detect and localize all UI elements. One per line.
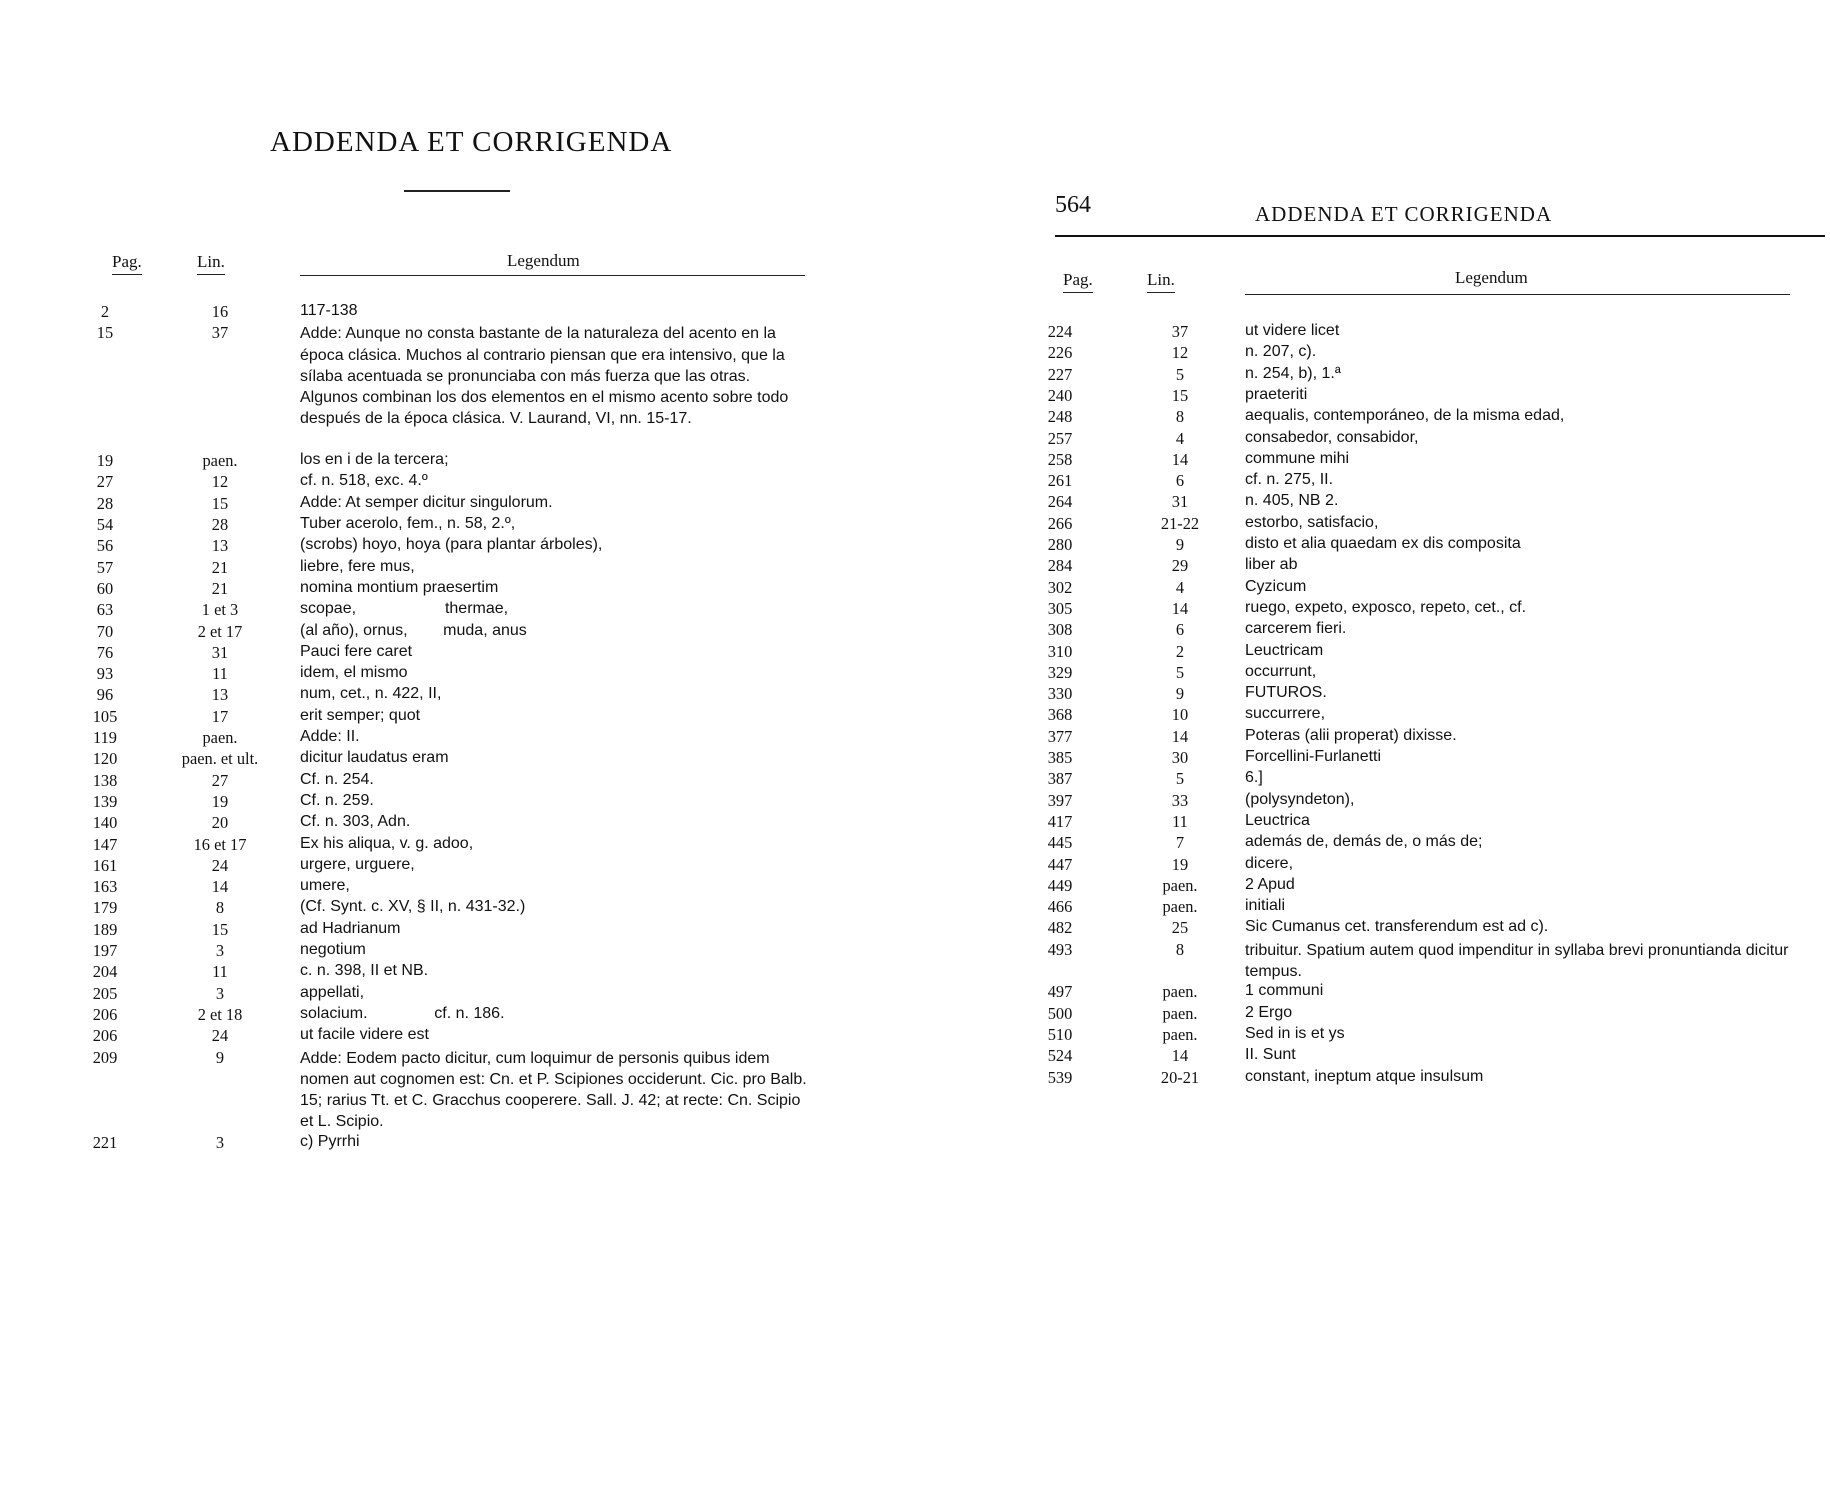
cell-legendum: ut facile videre est: [300, 1026, 429, 1044]
cell-legendum: solacium. cf. n. 186.: [300, 1004, 505, 1022]
cell-legendum: disto et alia quaedam ex dis composita: [1245, 535, 1521, 552]
cell-legendum: Leuctrica: [1245, 811, 1310, 829]
cell-pag: 497: [1047, 982, 1073, 1002]
cell-pag: 330: [1047, 684, 1073, 704]
cell-pag: 76: [96, 642, 114, 662]
cell-pag: 139: [92, 791, 118, 811]
cell-lin: 3: [215, 941, 225, 960]
cell-legendum: liebre, fere mus,: [300, 557, 415, 575]
cell-legendum: Sed in is et ys: [1245, 1024, 1345, 1042]
cell-pag: 266: [1047, 513, 1073, 533]
cell-legendum: num, cet., n. 422, II,: [300, 685, 442, 703]
cell-legendum: dicere,: [1245, 854, 1294, 872]
cell-legendum: n. 405, NB 2.: [1245, 492, 1339, 510]
cell-lin: 31: [1171, 492, 1189, 512]
cell-pag: 27: [96, 472, 114, 492]
cell-pag: 377: [1047, 726, 1073, 746]
cell-lin: 12: [1171, 343, 1189, 363]
cell-lin: 3: [215, 1132, 225, 1152]
cell-pag: 226: [1047, 343, 1073, 363]
cell-legendum: c) Pyrrhi: [300, 1132, 360, 1150]
cell-pag: 197: [92, 941, 118, 960]
cell-lin: 15: [211, 919, 229, 939]
cell-pag: 310: [1047, 641, 1073, 661]
right-page: [915, 0, 1830, 1500]
cell-lin: 29: [1171, 556, 1189, 576]
cell-legendum: Tuber acerolo, fem., n. 58, 2.º,: [300, 515, 516, 532]
cell-lin: 21-22: [1160, 513, 1200, 533]
cell-lin: 8: [215, 898, 225, 918]
cell-pag: 120: [92, 749, 118, 769]
cell-pag: 500: [1047, 1003, 1073, 1023]
cell-legendum: tribuitur. Spatium autem quod impenditur in syllaba brevi pronuntianda dicitur tempus.: [1245, 941, 1789, 980]
cell-pag: 206: [92, 1026, 118, 1046]
cell-pag: 205: [92, 983, 118, 1003]
cell-lin: 11: [1172, 811, 1188, 831]
cell-legendum: erit semper; quot: [300, 706, 421, 724]
cell-legendum: umere,: [300, 877, 350, 895]
cell-pag: 105: [92, 706, 118, 726]
cell-legendum: aequalis, contemporáneo, de la misma edad,: [1245, 407, 1565, 425]
cell-lin: 12: [211, 472, 229, 492]
title-rule: [404, 190, 510, 192]
header-rule: [1245, 294, 1790, 295]
cell-lin: 37: [1171, 322, 1189, 341]
cell-lin: 2 et 18: [197, 1004, 243, 1024]
column-header-pag: Pag.: [112, 252, 142, 275]
cell-legendum: 1 communi: [1245, 982, 1324, 1000]
cell-lin: 5: [1175, 662, 1185, 682]
cell-pag: 385: [1047, 748, 1073, 767]
cell-legendum: (Cf. Synt. c. XV, § II, n. 431-32.): [300, 898, 526, 916]
cell-lin: 24: [211, 1026, 229, 1046]
cell-pag: 19: [96, 451, 114, 471]
cell-pag: 258: [1047, 449, 1073, 469]
cell-legendum: ad Hadrianum: [300, 919, 401, 937]
cell-lin: 13: [211, 685, 229, 705]
cell-legendum: dicitur laudatus eram: [300, 749, 449, 767]
cell-legendum: Adde: II.: [300, 728, 360, 745]
cell-legendum: cf. n. 518, exc. 4.º: [300, 472, 428, 490]
cell-lin: 21: [211, 557, 229, 577]
cell-lin: 17: [211, 706, 229, 726]
cell-pag: 449: [1047, 875, 1073, 895]
cell-legendum: urgere, urguere,: [300, 855, 415, 873]
cell-pag: 240: [1047, 385, 1073, 405]
cell-lin: 11: [212, 664, 228, 684]
cell-legendum: FUTUROS.: [1245, 684, 1327, 702]
cell-pag: 305: [1047, 598, 1073, 618]
column-header-lin: Lin.: [1147, 270, 1175, 293]
page-number: 564: [1055, 192, 1091, 218]
cell-pag: 264: [1047, 492, 1073, 512]
cell-lin: 4: [1175, 577, 1185, 597]
cell-pag: 466: [1047, 897, 1073, 917]
cell-lin: 20: [211, 813, 229, 833]
cell-legendum: n. 207, c).: [1245, 343, 1317, 361]
cell-pag: 206: [92, 1004, 118, 1024]
running-head: ADDENDA ET CORRIGENDA: [1255, 202, 1553, 226]
cell-legendum: nomina montium praesertim: [300, 578, 499, 596]
top-rule: [1055, 235, 1825, 237]
cell-lin: 3: [215, 983, 225, 1003]
cell-lin: 27: [211, 770, 229, 790]
cell-pag: 56: [96, 536, 114, 556]
cell-lin: paen.: [1162, 897, 1198, 917]
cell-lin: 6: [1175, 620, 1185, 640]
cell-pag: 15: [96, 323, 114, 343]
cell-lin: paen.: [202, 728, 238, 747]
cell-pag: 96: [96, 685, 114, 705]
cell-legendum: Leuctricam: [1245, 641, 1324, 659]
cell-pag: 179: [92, 898, 118, 918]
cell-lin: 21: [211, 578, 229, 598]
cell-pag: 57: [96, 557, 114, 577]
cell-lin: 14: [211, 877, 229, 897]
column-header-lin: Lin.: [197, 252, 225, 275]
cell-legendum: Poteras (alii properat) dixisse.: [1245, 726, 1457, 744]
cell-lin: 11: [212, 962, 228, 982]
cell-pag: 2: [100, 302, 110, 321]
cell-pag: 140: [92, 813, 118, 833]
cell-pag: 417: [1047, 811, 1073, 831]
cell-lin: 2: [1175, 641, 1185, 661]
cell-lin: paen.: [1162, 875, 1198, 895]
cell-pag: 161: [92, 855, 118, 875]
cell-pag: 368: [1047, 705, 1073, 725]
column-header-legendum: Legendum: [507, 251, 580, 270]
cell-legendum: los en i de la tercera;: [300, 451, 449, 469]
cell-lin: 28: [211, 515, 229, 534]
cell-pag: 138: [92, 770, 118, 790]
cell-lin: 15: [1171, 385, 1189, 405]
cell-legendum: appellati,: [300, 983, 365, 1001]
cell-legendum: Sic Cumanus cet. transferendum est ad c).: [1245, 918, 1549, 936]
cell-pag: 224: [1047, 322, 1073, 341]
cell-lin: 8: [1175, 939, 1185, 959]
cell-lin: 5: [1175, 364, 1185, 384]
cell-lin: 16: [211, 302, 229, 321]
cell-lin: 9: [1175, 684, 1185, 704]
cell-legendum: Cf. n. 303, Adn.: [300, 813, 411, 831]
cell-legendum: Cyzicum: [1245, 577, 1307, 595]
cell-legendum: además de, demás de, o más de;: [1245, 833, 1483, 851]
cell-pag: 63: [96, 600, 114, 620]
cell-lin: paen. et ult.: [181, 749, 259, 769]
cell-pag: 280: [1047, 535, 1073, 554]
cell-lin: 5: [1175, 769, 1185, 789]
cell-pag: 54: [96, 515, 114, 534]
cell-pag: 227: [1047, 364, 1073, 384]
cell-legendum: c. n. 398, II et NB.: [300, 962, 429, 980]
cell-pag: 329: [1047, 662, 1073, 682]
cell-pag: 510: [1047, 1024, 1073, 1044]
cell-pag: 524: [1047, 1046, 1073, 1066]
cell-pag: 60: [96, 578, 114, 598]
cell-legendum: carcerem fieri.: [1245, 620, 1347, 638]
cell-lin: 16 et 17: [193, 834, 247, 854]
cell-lin: 19: [1171, 854, 1189, 874]
cell-lin: 14: [1171, 598, 1189, 618]
cell-legendum: liber ab: [1245, 556, 1298, 574]
cell-lin: 31: [211, 642, 229, 662]
cell-pag: 261: [1047, 471, 1073, 491]
cell-lin: 9: [1175, 535, 1185, 554]
cell-legendum: 6.]: [1245, 769, 1263, 787]
cell-legendum: commune mihi: [1245, 449, 1350, 467]
cell-pag: 284: [1047, 556, 1073, 576]
cell-lin: 14: [1171, 1046, 1189, 1066]
cell-lin: 15: [211, 493, 229, 513]
column-header-pag: Pag.: [1063, 270, 1093, 293]
cell-lin: 37: [211, 323, 229, 343]
cell-pag: 189: [92, 919, 118, 939]
cell-legendum: ut videre licet: [1245, 322, 1340, 339]
cell-lin: 24: [211, 855, 229, 875]
cell-legendum: cf. n. 275, II.: [1245, 471, 1334, 489]
cell-legendum: ruego, expeto, exposco, repeto, cet., cf.: [1245, 598, 1527, 616]
cell-lin: paen.: [1162, 1003, 1198, 1023]
cell-lin: 13: [211, 536, 229, 556]
cell-legendum: succurrere,: [1245, 705, 1326, 723]
cell-lin: 9: [215, 1047, 225, 1067]
cell-pag: 257: [1047, 428, 1073, 448]
cell-lin: 33: [1171, 790, 1189, 810]
cell-lin: 25: [1171, 918, 1189, 938]
cell-lin: 19: [211, 791, 229, 811]
cell-legendum: Adde: At semper dicitur singulorum.: [300, 493, 553, 511]
cell-legendum: 2 Ergo: [1245, 1003, 1293, 1021]
cell-pag: 397: [1047, 790, 1073, 810]
cell-legendum: Cf. n. 254.: [300, 770, 374, 788]
cell-lin: 14: [1171, 449, 1189, 469]
cell-legendum: (al año), ornus, muda, anus: [300, 621, 527, 639]
cell-legendum: Pauci fere caret: [300, 642, 413, 660]
cell-pag: 93: [96, 664, 114, 684]
cell-pag: 482: [1047, 918, 1073, 938]
cell-legendum: 117-138: [300, 302, 358, 319]
cell-legendum: consabedor, consabidor,: [1245, 428, 1419, 446]
cell-lin: 1 et 3: [201, 600, 239, 620]
cell-lin: 20-21: [1160, 1067, 1200, 1087]
cell-pag: 147: [92, 834, 118, 854]
cell-lin: 6: [1175, 471, 1185, 491]
cell-legendum: II. Sunt: [1245, 1046, 1296, 1064]
cell-pag: 209: [92, 1047, 118, 1067]
page-title: ADDENDA ET CORRIGENDA: [270, 126, 673, 158]
cell-legendum: initiali: [1245, 897, 1286, 915]
cell-pag: 248: [1047, 407, 1073, 427]
cell-lin: 30: [1171, 748, 1189, 767]
cell-lin: 4: [1175, 428, 1185, 448]
cell-pag: 163: [92, 877, 118, 897]
cell-legendum: constant, ineptum atque insulsum: [1245, 1067, 1484, 1085]
cell-legendum: Ex his aliqua, v. g. adoo,: [300, 834, 474, 852]
cell-lin: 2 et 17: [197, 621, 243, 641]
cell-pag: 302: [1047, 577, 1073, 597]
cell-legendum: praeteriti: [1245, 385, 1308, 403]
cell-pag: 221: [92, 1132, 118, 1152]
cell-lin: 7: [1175, 833, 1185, 853]
cell-lin: 14: [1171, 726, 1189, 746]
cell-legendum: (scrobs) hoyo, hoya (para plantar árboles),: [300, 536, 603, 554]
cell-legendum: Adde: Aunque no consta bastante de la naturaleza del acento en la época clásica. Muchos al contrario piensan que era intensivo, que la sílaba acentuada se pronunciaba con más fuerza que las otras. Algunos combinan los dos elementos en el mismo acento sobre todo después de la época clásica. V. Laurand, VI, nn. 15-17.: [300, 325, 789, 428]
header-rule: [300, 275, 805, 276]
cell-lin: paen.: [1162, 1024, 1198, 1044]
cell-legendum: occurrunt,: [1245, 662, 1317, 680]
cell-legendum: Cf. n. 259.: [300, 791, 374, 809]
cell-pag: 539: [1047, 1067, 1073, 1087]
cell-pag: 445: [1047, 833, 1073, 853]
cell-pag: 204: [92, 962, 118, 982]
cell-legendum: scopae, thermae,: [300, 600, 509, 618]
column-header-legendum: Legendum: [1455, 268, 1528, 287]
cell-lin: paen.: [202, 451, 238, 471]
cell-legendum: 2 Apud: [1245, 875, 1295, 893]
cell-lin: 10: [1171, 705, 1189, 725]
cell-pag: 447: [1047, 854, 1073, 874]
cell-legendum: (polysyndeton),: [1245, 790, 1355, 808]
cell-lin: 8: [1175, 407, 1185, 427]
cell-lin: paen.: [1162, 982, 1198, 1002]
cell-pag: 387: [1047, 769, 1073, 789]
cell-pag: 70: [96, 621, 114, 641]
cell-legendum: Adde: Eodem pacto dicitur, cum loquimur de personis quibus idem nomen aut cognomen est: Cn. et P. Scipiones occiderunt. Cic. pro Balb. 15; rarius Tt. et C. Gracchus cooperere. Sall. J. 42; at recte: Cn. Scipio et L. Scipio.: [300, 1049, 807, 1131]
cell-pag: 308: [1047, 620, 1073, 640]
cell-pag: 493: [1047, 939, 1073, 959]
cell-legendum: negotium: [300, 941, 366, 958]
cell-pag: 119: [93, 728, 117, 747]
cell-legendum: Forcellini-Furlanetti: [1245, 748, 1382, 765]
cell-legendum: estorbo, satisfacio,: [1245, 513, 1379, 531]
cell-legendum: idem, el mismo: [300, 664, 408, 682]
cell-legendum: n. 254, b), 1.ª: [1245, 364, 1341, 382]
cell-pag: 28: [96, 493, 114, 513]
